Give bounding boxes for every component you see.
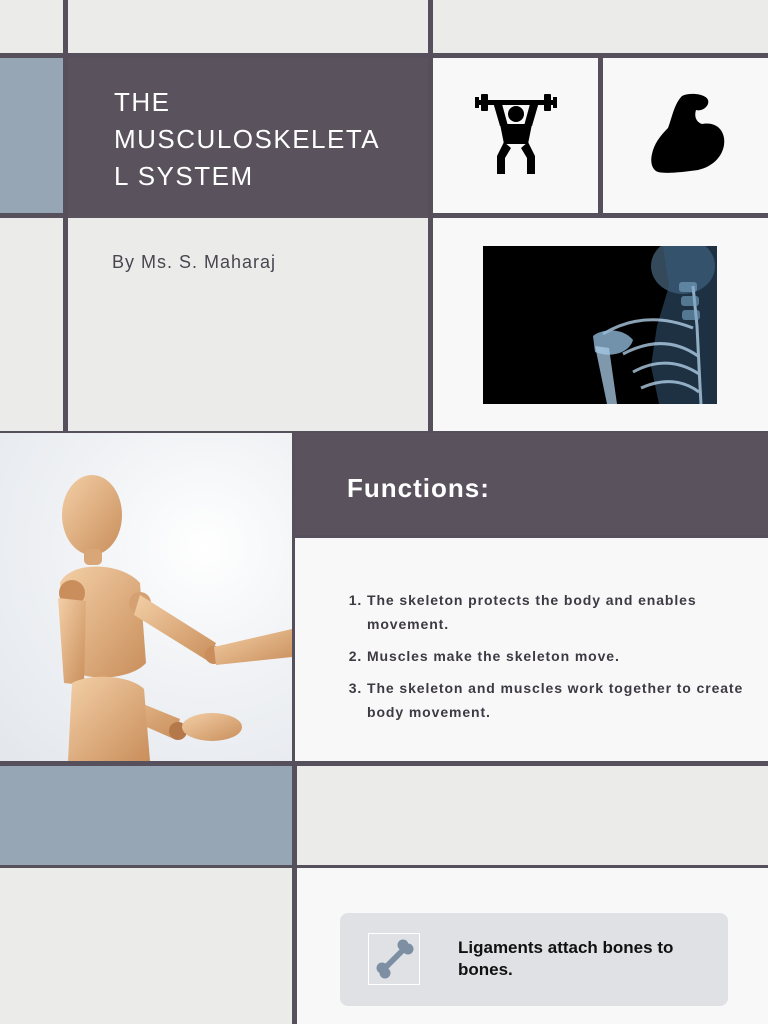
flexed-bicep-icon	[650, 92, 726, 176]
author-byline: By Ms. S. Maharaj	[112, 252, 277, 272]
functions-list	[345, 588, 767, 732]
accent-panel-bottom	[0, 766, 292, 865]
bone-icon	[369, 934, 419, 984]
functions-header-panel	[295, 433, 768, 535]
skeleton-xray-image	[483, 246, 717, 404]
ligament-callout-text: Ligaments attach bones to bones.	[458, 938, 674, 979]
function-item: 2. Muscles make the skeleton move.	[367, 644, 767, 668]
title-panel	[68, 58, 428, 218]
top-left-panel	[0, 0, 63, 53]
accent-panel-left	[0, 58, 63, 213]
bottom-left-panel	[0, 868, 292, 1024]
bone-icon-box	[368, 933, 420, 985]
weightlifter-icon	[473, 92, 559, 178]
function-item: 3. The skeleton and muscles work together to create body movement.	[367, 676, 767, 724]
xray-panel	[433, 218, 768, 431]
callout-panel	[297, 868, 768, 1024]
ligament-callout-card	[340, 913, 728, 1006]
bottom-right-strip	[297, 766, 768, 865]
bicep-panel	[603, 58, 768, 213]
top-right-panel	[433, 0, 768, 53]
weightlifter-panel	[433, 58, 598, 213]
author-panel	[68, 218, 428, 431]
functions-body-panel	[295, 538, 768, 761]
functions-heading: Functions:	[347, 473, 490, 503]
function-item: 1. The skeleton protects the body and enables movement.	[367, 588, 767, 636]
top-middle-panel	[68, 0, 428, 53]
wooden-mannequin-image	[0, 433, 292, 761]
left-side-panel	[0, 218, 63, 431]
mannequin-panel	[0, 433, 292, 761]
page-title: THE MUSCULOSKELETA L SYSTEM	[114, 87, 381, 191]
